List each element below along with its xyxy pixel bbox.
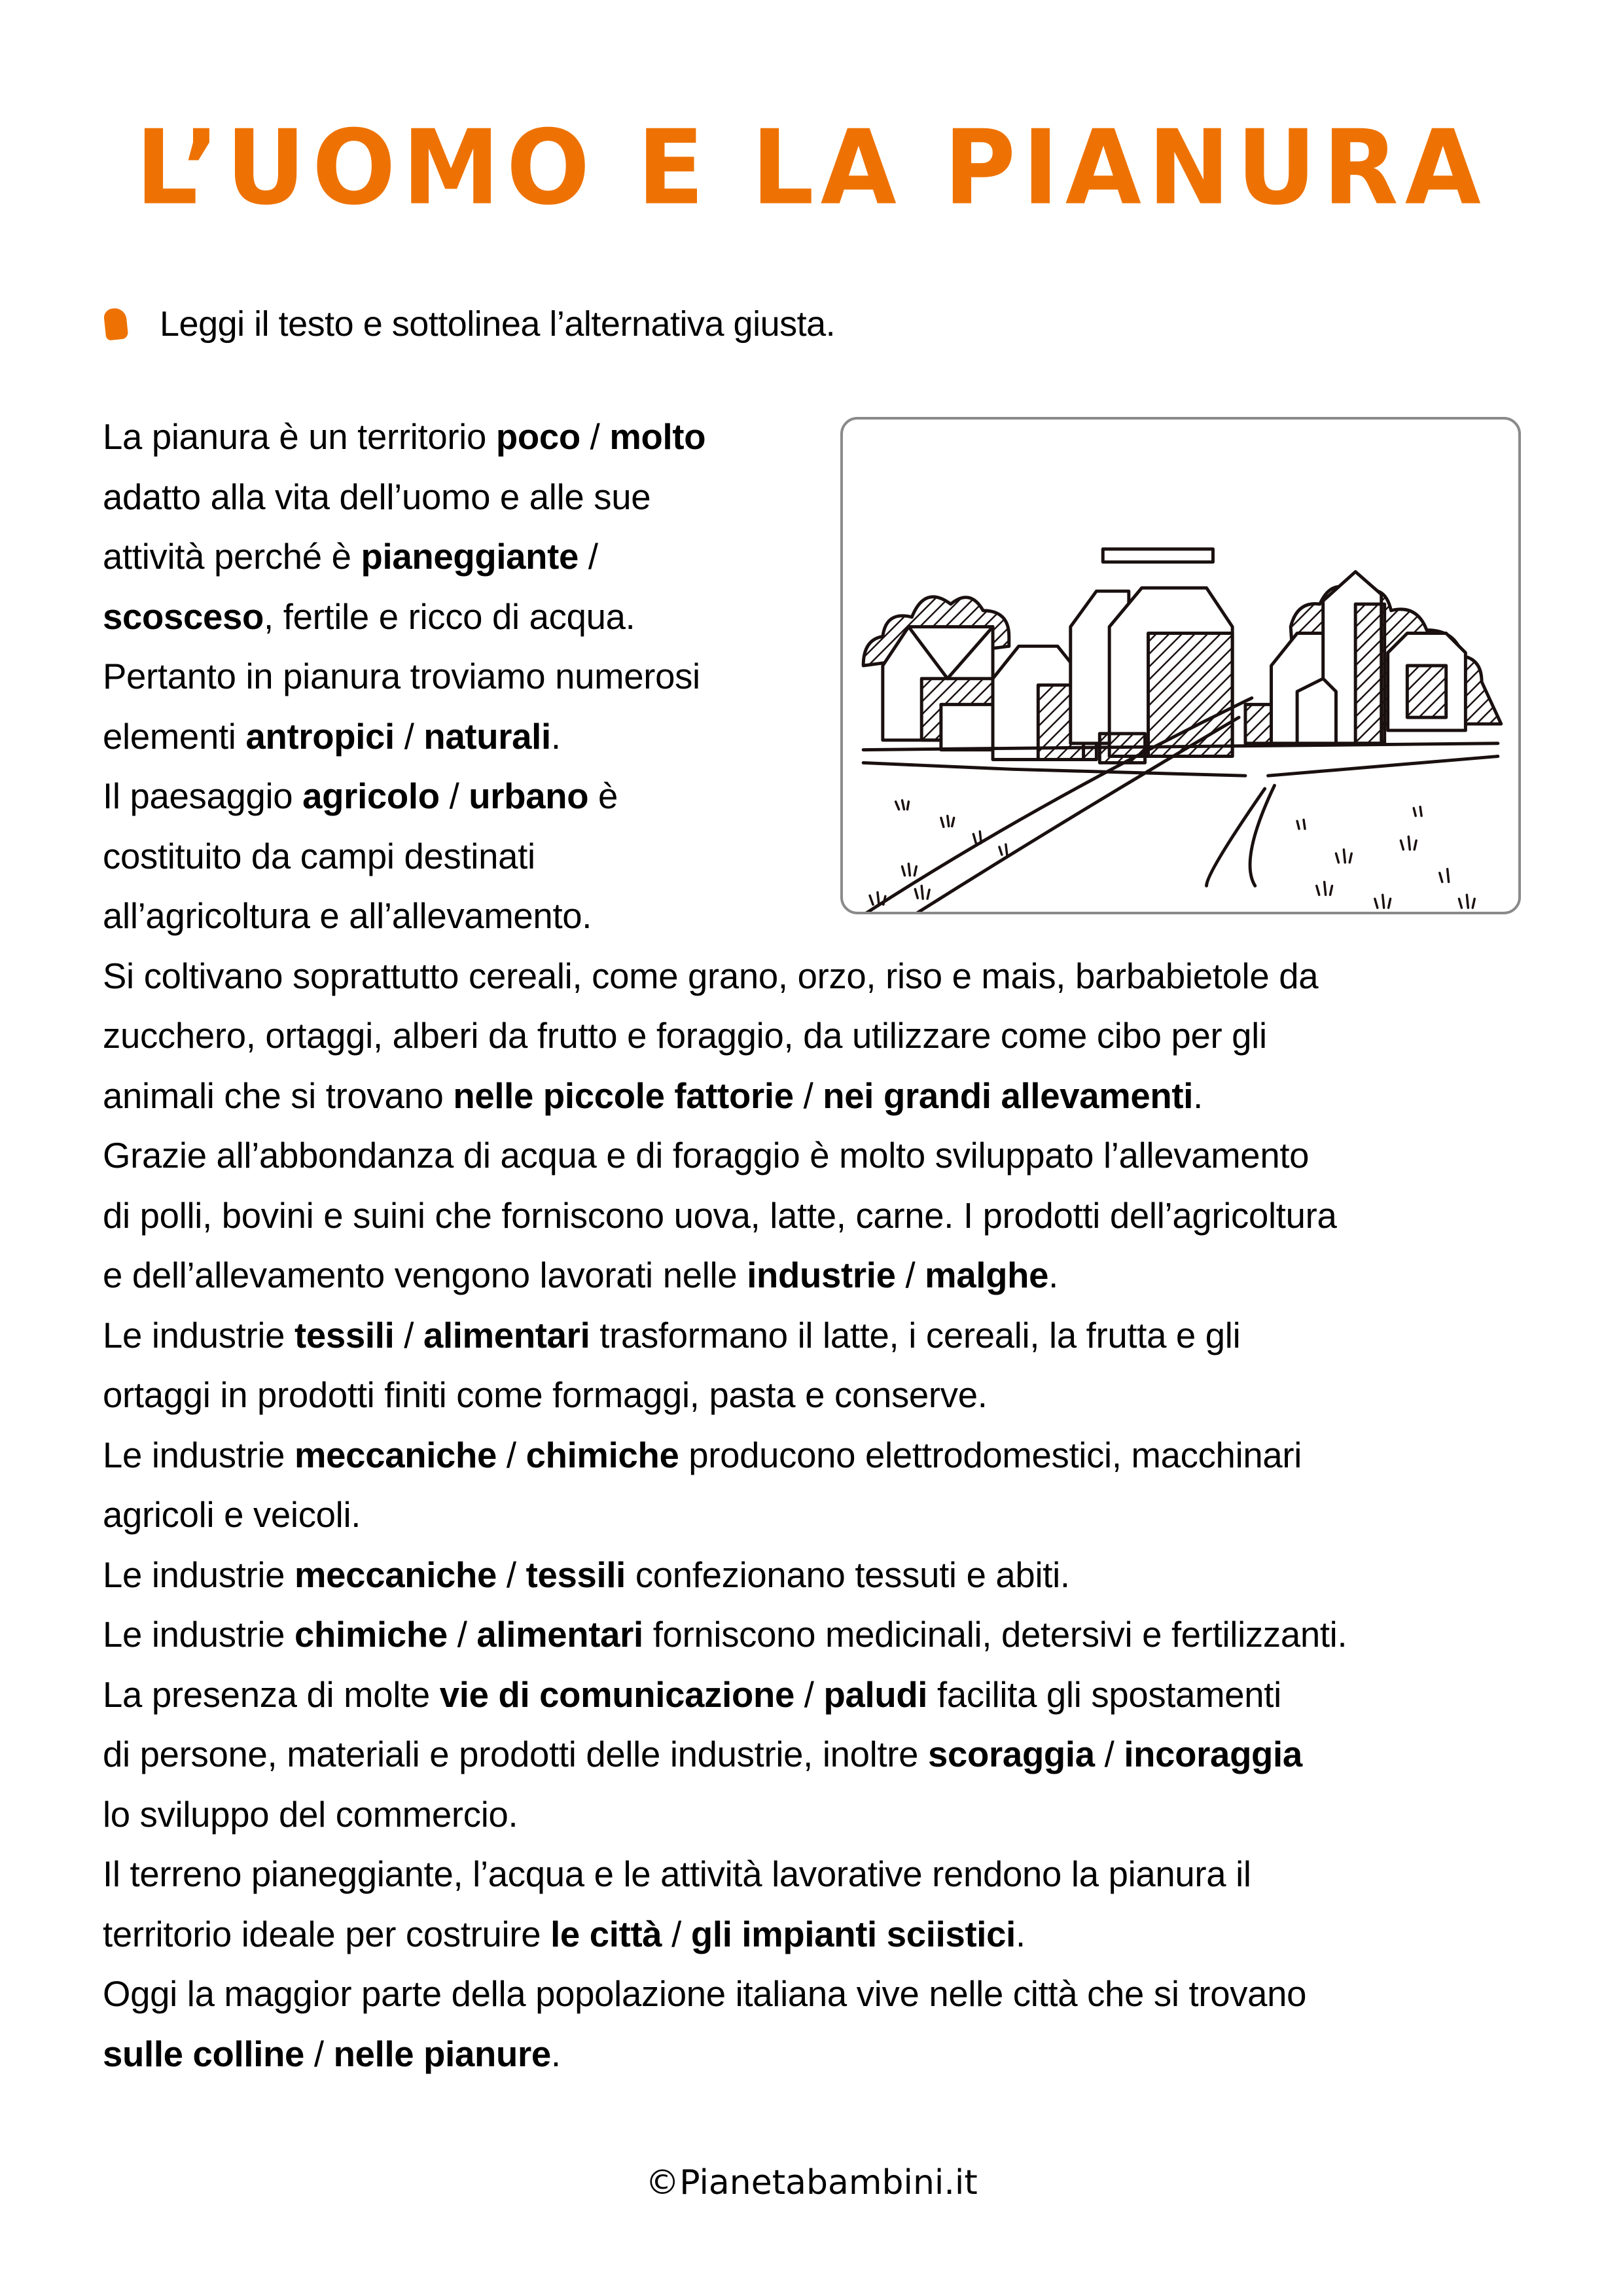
answer-option[interactable]: alimentari — [423, 1315, 590, 1355]
answer-option[interactable]: incoraggia — [1124, 1734, 1302, 1774]
text-line — [103, 1785, 1543, 1845]
text-segment: agricoli e veicoli. — [103, 1495, 361, 1535]
answer-option[interactable]: gli impianti sciistici — [690, 1914, 1016, 1954]
text-segment: zucchero, ortaggi, alberi da frutto e foraggio, da utilizzare come cibo per gli — [103, 1016, 1267, 1056]
answer-option[interactable]: pianeggiante — [361, 537, 579, 577]
text-segment: Le industrie — [103, 1435, 295, 1475]
text-segment: / — [895, 1255, 925, 1295]
text-segment: / — [793, 1075, 823, 1116]
answer-option[interactable]: nelle piccole fattorie — [453, 1075, 794, 1116]
answer-option[interactable]: poco — [495, 417, 580, 457]
text-line — [103, 1426, 1543, 1486]
text-line — [103, 1246, 1543, 1306]
answer-option[interactable]: meccaniche — [294, 1435, 497, 1475]
text-segment: / — [497, 1435, 526, 1475]
text-segment: trasformano il latte, i cereali, la frutta e gli — [590, 1315, 1241, 1355]
answer-option[interactable]: le città — [550, 1914, 662, 1954]
text-line — [103, 2024, 1543, 2085]
answer-option[interactable]: alimentari — [476, 1615, 643, 1655]
text-segment: / — [304, 2034, 334, 2074]
text-segment: Il paesaggio — [103, 776, 303, 816]
text-line — [103, 1545, 1543, 1605]
text-line — [103, 827, 1543, 887]
text-segment: forniscono medicinali, detersivi e fertilizzanti. — [643, 1615, 1347, 1655]
bullet-icon — [103, 307, 129, 340]
text-segment: elementi — [103, 716, 246, 757]
text-line — [103, 1605, 1543, 1665]
answer-option[interactable]: vie di comunicazione — [439, 1674, 794, 1715]
text-segment: . — [1048, 1255, 1059, 1295]
text-line — [103, 1306, 1543, 1366]
text-segment: facilita gli spostamenti — [927, 1674, 1281, 1715]
text-segment: / — [394, 716, 424, 757]
exercise-text — [103, 407, 1543, 2084]
text-line — [103, 587, 1543, 647]
text-segment: / — [394, 1315, 423, 1355]
answer-option[interactable]: chimiche — [526, 1435, 679, 1475]
text-line — [103, 1066, 1543, 1126]
answer-option[interactable]: chimiche — [294, 1615, 448, 1655]
text-line — [103, 766, 1543, 827]
text-segment: Il terreno pianeggiante, l’acqua e le attività lavorative rendono la pianura il — [103, 1854, 1251, 1894]
text-segment: . — [1016, 1914, 1026, 1954]
text-segment: / — [447, 1615, 477, 1655]
text-segment: / — [662, 1914, 691, 1954]
answer-option[interactable]: scoraggia — [928, 1734, 1095, 1774]
answer-option[interactable]: sulle colline — [103, 2034, 305, 2074]
text-segment: attività perché è — [103, 537, 361, 577]
text-segment: Pertanto in pianura troviamo numerosi — [103, 656, 700, 696]
text-line — [103, 527, 1543, 587]
answer-option[interactable]: tessili — [294, 1315, 395, 1355]
text-segment: / — [579, 537, 598, 577]
text-segment: lo sviluppo del commercio. — [103, 1794, 518, 1835]
text-segment: Le industrie — [103, 1554, 295, 1595]
answer-option[interactable]: antropici — [245, 716, 395, 757]
answer-option[interactable]: scosceso — [103, 596, 264, 637]
answer-option[interactable]: tessili — [526, 1554, 626, 1595]
text-segment: è — [588, 776, 618, 816]
copyright-footer: ©Pianetabambini.it — [645, 2163, 978, 2202]
answer-option[interactable]: industrie — [747, 1255, 896, 1295]
text-segment: producono elettrodomestici, macchinari — [679, 1435, 1302, 1475]
text-segment: , fertile e ricco di acqua. — [264, 596, 635, 637]
answer-option[interactable]: malghe — [925, 1255, 1049, 1295]
text-segment: adatto alla vita dell’uomo e alle sue — [103, 476, 651, 517]
text-line — [103, 1964, 1543, 2024]
text-segment: territorio ideale per costruire — [103, 1914, 551, 1954]
text-line — [103, 647, 1543, 707]
answer-option[interactable]: urbano — [469, 776, 589, 816]
text-segment: confezionano tessuti e abiti. — [626, 1554, 1070, 1595]
text-line — [103, 407, 1543, 467]
answer-option[interactable]: nelle pianure — [333, 2034, 551, 2074]
text-line — [103, 886, 1543, 946]
text-segment: . — [550, 2034, 561, 2074]
text-segment: ortaggi in prodotti finiti come formaggi, pasta e conserve. — [103, 1375, 988, 1415]
text-line — [103, 1006, 1543, 1066]
text-segment: La pianura è un territorio — [103, 417, 496, 457]
text-segment: / — [580, 417, 610, 457]
page-title: L’UOMO E LA PIANURA — [135, 108, 1488, 228]
text-line — [103, 1844, 1543, 1905]
text-segment: e dell’allevamento vengono lavorati nelle — [103, 1255, 747, 1295]
text-segment: / — [497, 1554, 526, 1595]
text-segment: animali che si trovano — [103, 1075, 454, 1116]
answer-option[interactable]: meccaniche — [294, 1554, 497, 1595]
text-segment: di persone, materiali e prodotti delle industrie, inoltre — [103, 1734, 929, 1774]
instruction-text: Leggi il testo e sottolinea l’alternativa giusta. — [160, 304, 836, 344]
answer-option[interactable]: nei grandi allevamenti — [823, 1075, 1194, 1116]
text-segment: / — [1094, 1734, 1124, 1774]
text-segment: Oggi la maggior parte della popolazione italiana vive nelle città che si trovano — [103, 1974, 1307, 2014]
text-line — [103, 1186, 1543, 1246]
text-segment: La presenza di molte — [103, 1674, 440, 1715]
text-segment: Si coltivano soprattutto cereali, come grano, orzo, riso e mais, barbabietole da — [103, 956, 1319, 996]
text-segment: all’agricoltura e all’allevamento. — [103, 896, 592, 936]
answer-option[interactable]: agricolo — [302, 776, 440, 816]
text-line — [103, 1365, 1543, 1426]
text-segment: di polli, bovini e suini che forniscono uova, latte, carne. I prodotti dell’agricoltura — [103, 1195, 1337, 1236]
text-line — [103, 1905, 1543, 1965]
text-line — [103, 1725, 1543, 1785]
text-line — [103, 1485, 1543, 1545]
text-segment: Le industrie — [103, 1615, 295, 1655]
text-segment: . — [550, 716, 561, 757]
answer-option[interactable]: paludi — [823, 1674, 928, 1715]
text-segment: Grazie all’abbondanza di acqua e di foraggio è molto sviluppato l’allevamento — [103, 1136, 1310, 1175]
text-line — [103, 1665, 1543, 1725]
text-segment: Le industrie — [103, 1315, 295, 1355]
text-segment: costituito da campi destinati — [103, 836, 535, 876]
text-line — [103, 946, 1543, 1007]
answer-option[interactable]: naturali — [423, 716, 551, 757]
answer-option[interactable]: molto — [609, 417, 706, 457]
text-segment: . — [1193, 1075, 1203, 1116]
text-segment: / — [439, 776, 469, 816]
text-line — [103, 707, 1543, 767]
text-line — [103, 467, 1543, 528]
text-segment: / — [794, 1674, 824, 1715]
text-line — [103, 1126, 1543, 1186]
instruction — [105, 298, 835, 350]
